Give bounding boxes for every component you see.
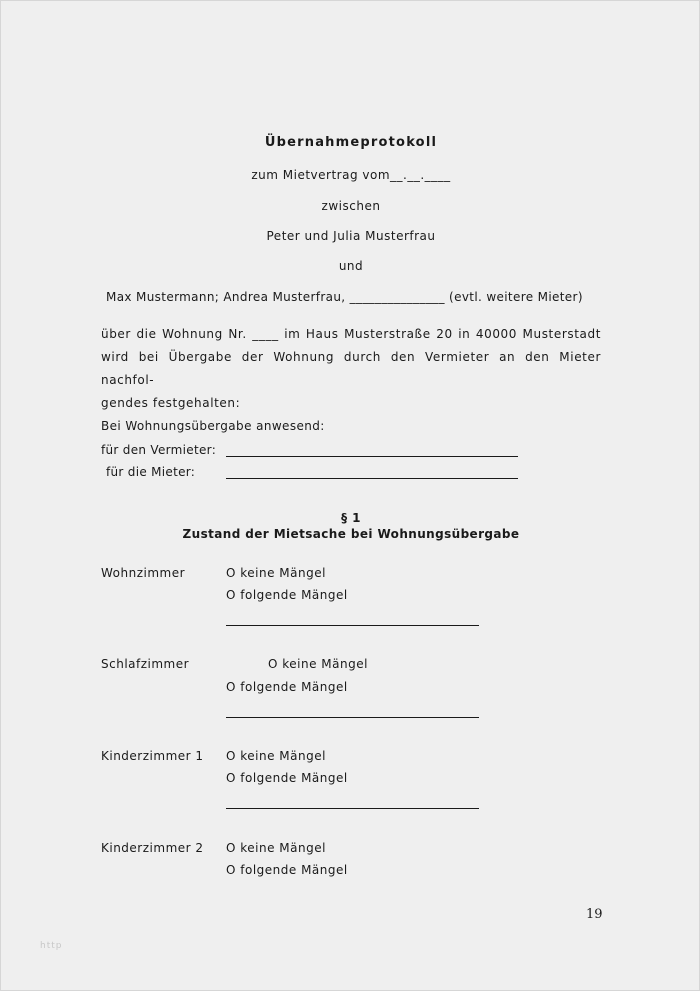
intro-line: wird bei Übergabe der Wohnung durch den Vermieter an den Mieter nachfol- — [101, 350, 601, 387]
watermark: http — [40, 941, 63, 951]
intro-line: über die Wohnung Nr. ____ im Haus Musterstraße 20 in 40000 Musterstadt — [101, 327, 601, 341]
tenants-line: Max Mustermann; Andrea Musterfrau, _______________ (evtl. weitere Mieter) — [106, 290, 583, 304]
contract-line: zum Mietvertrag vom__.__.____ — [251, 168, 451, 182]
option-defects: O folgende Mängel — [226, 588, 348, 602]
between-text: zwischen — [321, 199, 381, 213]
tenant-label: für die Mieter: — [106, 465, 196, 479]
page-number: 19 — [586, 907, 603, 922]
room-label-wohnzimmer: Wohnzimmer — [101, 566, 186, 580]
section-title: Zustand der Mietsache bei Wohnungsübergabe — [182, 527, 520, 541]
section-number: § 1 — [341, 511, 361, 525]
room-label-kinderzimmer-2: Kinderzimmer 2 — [101, 841, 204, 855]
option-defects: O folgende Mängel — [226, 771, 348, 785]
document-title: Übernahmeprotokoll — [264, 135, 438, 150]
intro-line: gendes festgehalten: — [101, 396, 241, 410]
room-label-schlafzimmer: Schlafzimmer — [101, 657, 190, 671]
option-no-defects: O keine Mängel — [226, 566, 326, 580]
room-label-kinderzimmer-1: Kinderzimmer 1 — [101, 749, 204, 763]
tenant-signature-line — [226, 478, 518, 479]
defects-line — [226, 808, 479, 809]
option-defects: O folgende Mängel — [226, 863, 348, 877]
landlord-label: für den Vermieter: — [101, 443, 217, 457]
option-defects: O folgende Mängel — [226, 680, 348, 694]
option-no-defects: O keine Mängel — [226, 749, 326, 763]
defects-line — [226, 717, 479, 718]
landlord-signature-line — [226, 456, 518, 457]
option-no-defects: O keine Mängel — [226, 841, 326, 855]
intro-paragraph — [101, 323, 601, 415]
defects-line — [226, 625, 479, 626]
landlords-names: Peter und Julia Musterfrau — [266, 229, 436, 243]
present-heading: Bei Wohnungsübergabe anwesend: — [101, 419, 325, 433]
and-text: und — [338, 259, 364, 273]
option-no-defects: O keine Mängel — [268, 657, 368, 671]
